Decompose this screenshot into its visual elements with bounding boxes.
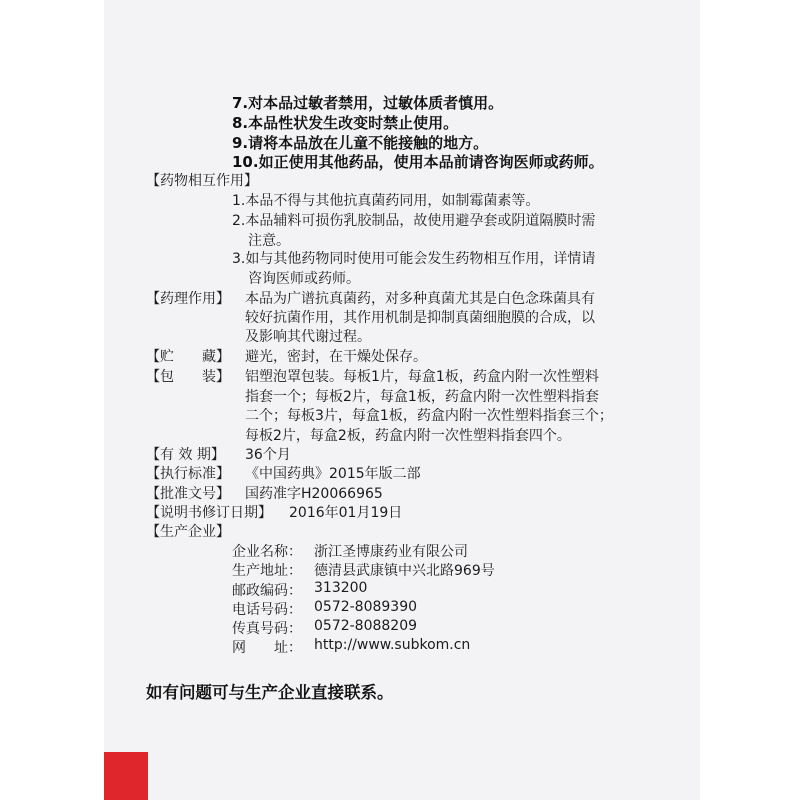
address-value: 德清县武康镇中兴北路969号: [314, 563, 495, 579]
interactions-line-5: 咨询医师或药师。: [248, 271, 360, 287]
pharmacology-label: 【药理作用】: [146, 291, 230, 307]
validity-value: 36个月: [245, 447, 291, 463]
packaging-line-4: 每板2片，每盒2板，药盒内附一次性塑料指套四个。: [245, 428, 571, 444]
phone-value: 0572-8089390: [314, 599, 418, 615]
pharmacology-line-2: 较好抗菌作用，其作用机制是抑制真菌细胞膜的合成，以: [245, 310, 595, 326]
closing-note: 如有问题可与生产企业直接联系。: [146, 683, 394, 702]
pharmacology-line-3: 及影响其代谢过程。: [245, 329, 371, 345]
packaging-label: 【包 装】: [146, 369, 230, 385]
company-name-label: 企业名称：: [232, 544, 302, 560]
website-value: http://www.subkom.cn: [314, 637, 471, 653]
standard-label: 【执行标准】: [146, 466, 230, 482]
precaution-9: 9.请将本品放在儿童不能接触的地方。: [232, 134, 489, 152]
packaging-line-1: 铝塑泡罩包装。每板1片，每盒1板，药盒内附一次性塑料: [245, 369, 599, 385]
packaging-line-2: 指套一个；每板2片，每盒1板，药盒内附一次性塑料指套: [245, 389, 599, 405]
manufacturer-heading: 【生产企业】: [146, 524, 230, 540]
fax-label: 传真号码：: [232, 621, 302, 637]
packaging-line-3: 二个；每板3片，每盒1板，药盒内附一次性塑料指套三个；: [245, 408, 613, 424]
validity-label: 【有 效 期】: [146, 447, 225, 463]
postal-code-value: 313200: [314, 580, 368, 596]
phone-label: 电话号码：: [232, 602, 302, 618]
website-label: 网 址：: [232, 640, 302, 656]
address-label: 生产地址：: [232, 563, 302, 579]
interactions-line-2: 2.本品辅料可损伤乳胶制品，故使用避孕套或阴道隔膜时需: [232, 213, 596, 229]
precaution-8: 8.本品性状发生改变时禁止使用。: [232, 114, 459, 132]
approval-label: 【批准文号】: [146, 486, 230, 502]
precaution-7: 7.对本品过敏者禁用，过敏体质者慎用。: [232, 94, 504, 112]
revision-label: 【说明书修订日期】: [146, 505, 272, 521]
company-name-value: 浙江圣博康药业有限公司: [314, 544, 468, 560]
approval-value: 国药准字H20066965: [245, 486, 383, 502]
standard-value: 《中国药典》2015年版二部: [245, 466, 421, 482]
postal-code-label: 邮政编码：: [232, 583, 302, 599]
interactions-line-4: 3.如与其他药物同时使用可能会发生药物相互作用，详情请: [232, 251, 596, 267]
fax-value: 0572-8088209: [314, 618, 418, 634]
pharmacology-line-1: 本品为广谱抗真菌药，对多种真菌尤其是白色念珠菌具有: [245, 291, 595, 307]
interactions-line-1: 1.本品不得与其他抗真菌药同用，如制霉菌素等。: [232, 193, 540, 209]
interactions-line-3: 注意。: [248, 233, 290, 249]
revision-value: 2016年01月19日: [289, 505, 403, 521]
precaution-10: 10.如正使用其他药品，使用本品前请咨询医师或药师。: [232, 153, 604, 171]
storage-label: 【贮 藏】: [146, 349, 230, 365]
interactions-heading: 【药物相互作用】: [146, 173, 258, 189]
red-corner-mark: [104, 752, 148, 800]
storage-value: 避光，密封，在干燥处保存。: [245, 349, 427, 365]
